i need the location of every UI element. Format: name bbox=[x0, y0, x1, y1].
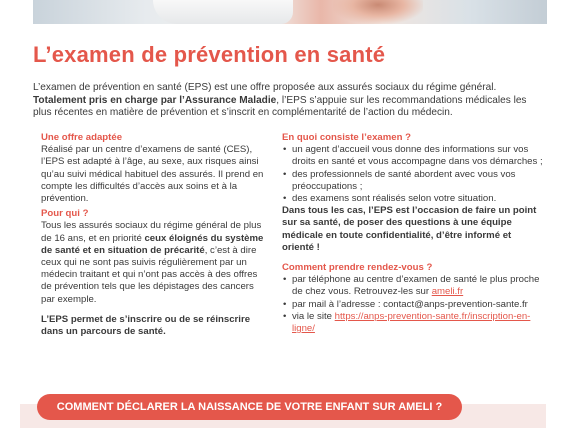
rdv-list bbox=[282, 274, 544, 335]
closing-statement: L’EPS permet de s’inscrire ou de se réinscrire dans un parcours de santé. bbox=[41, 313, 251, 338]
pour-qui-text-end: , c’est à dire ceux qui ne sont pas suivis régulièrement par un médecin traitant et qui n’ont pas accès à des offres de prévention tels que les dépistages des cancers par exemple. bbox=[41, 244, 258, 305]
inscription-link[interactable]: https://anps-prevention-sante.fr/inscription-en-ligne/ bbox=[292, 310, 531, 335]
photo-sleeve bbox=[153, 0, 293, 24]
intro-paragraph bbox=[33, 82, 543, 120]
photo-hands bbox=[333, 0, 423, 24]
pour-qui-text-start: Tous les assurés sociaux du régime général de plus de 16 ans, et en priorité bbox=[41, 220, 262, 244]
list-item: • des examens sont réalisés selon votre situation. bbox=[282, 193, 544, 205]
left-column bbox=[41, 132, 267, 338]
page-title: L’examen de prévention en santé bbox=[33, 42, 386, 67]
intro-rest: , l’EPS s’appuie sur les recommandations médicales les plus récentes en matière de prévention et s’inscrit en complémentarité de l’action du médecin. bbox=[33, 94, 527, 119]
list-item: • un agent d’accueil vous donne des informations sur vos droits en santé et vous accompagne dans vos démarches ; bbox=[282, 144, 544, 168]
intro-bold: Totalement pris en charge par l’Assurance Maladie bbox=[33, 94, 277, 106]
offre-heading: Une offre adaptée bbox=[41, 132, 123, 143]
list-item: • des professionnels de santé abordent avec vous vos préoccupations ; bbox=[282, 169, 544, 193]
pour-qui-text bbox=[41, 220, 267, 305]
consiste-heading: En quoi consiste l’examen ? bbox=[282, 132, 412, 143]
rdv-phone-text: par téléphone au centre d’examen de santé le plus proche de chez vous. Retrouvez-les sur bbox=[292, 274, 540, 298]
list-item bbox=[282, 274, 544, 298]
cta-button[interactable]: COMMENT DÉCLARER LA NAISSANCE DE VOTRE ENFANT SUR AMELI ? bbox=[37, 394, 462, 420]
right-column bbox=[282, 132, 544, 335]
rdv-site-text: via le site bbox=[292, 310, 335, 322]
header-photo bbox=[33, 0, 547, 24]
ameli-link[interactable]: ameli.fr bbox=[431, 286, 464, 298]
list-item bbox=[282, 311, 544, 335]
intro-line: L’examen de prévention en santé (EPS) est une offre proposée aux assurés sociaux du régime général. bbox=[33, 82, 497, 93]
consiste-bold-note: Dans tous les cas, l’EPS est l’occasion de faire un point sur sa santé, de poser des questions à une équipe médicale en toute confidentialité, d’être informé et orienté ! bbox=[282, 205, 537, 253]
consiste-list bbox=[282, 144, 544, 205]
pour-qui-bold: ceux éloignés du système de santé et en situation de précarité bbox=[41, 232, 264, 256]
list-item: • par mail à l’adresse : contact@anps-prevention-sante.fr bbox=[282, 299, 544, 311]
rdv-heading: Comment prendre rendez-vous ? bbox=[282, 262, 433, 274]
pour-qui-heading: Pour qui ? bbox=[41, 208, 89, 220]
offre-text: Réalisé par un centre d’examens de santé (CES), l’EPS est adapté à l’âge, au sexe, aux risques ainsi qu’au suivi médical habituel des assurés. Il prend en compte les difficultés d’accès aux soins et à la prévention. bbox=[41, 144, 264, 205]
